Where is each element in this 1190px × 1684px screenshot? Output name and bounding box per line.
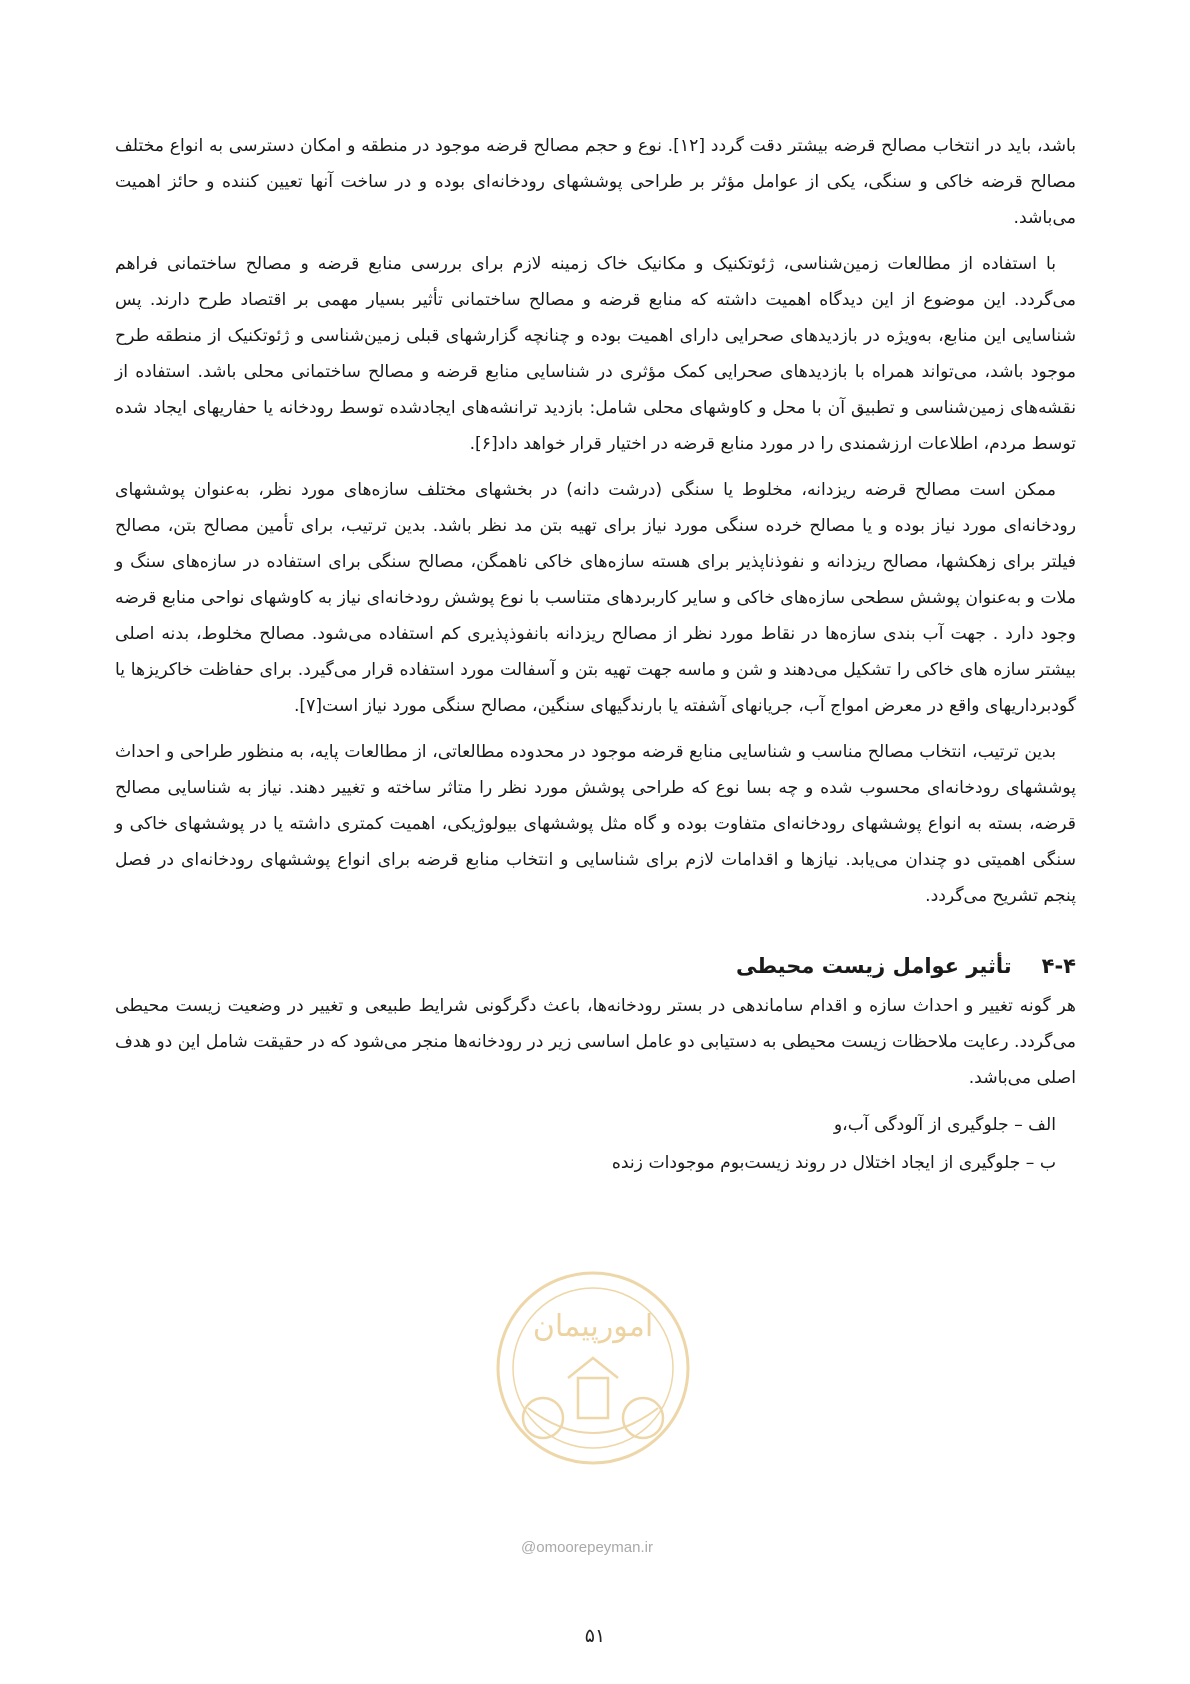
watermark-logo-text: امورپیمان xyxy=(532,1309,654,1344)
paragraph-1: باشد، باید در انتخاب مصالح قرضه بیشتر دقت گردد [۱۲]. نوع و حجم مصالح قرضه موجود در منطقه و امکان دسترسی به انواع مختلف مصالح قرضه خاکی و سنگی، یکی از عوامل مؤثر بر طراحی پوششهای رودخانه‌ای بوده و در ساخت آنها تعیین کننده و حائز اهمیت می‌باشد. xyxy=(115,136,1076,228)
section-heading xyxy=(115,948,1076,984)
watermark-url: @omoorepeyman.ir xyxy=(521,1539,653,1556)
list-item: ب – جلوگیری از ایجاد اختلال در روند زیست‌بوم موجودات زنده xyxy=(611,1153,1056,1173)
paragraph-3: ممکن است مصالح قرضه ریزدانه، مخلوط یا سنگی (درشت دانه) در بخشهای مختلف سازه‌های مورد نظر، به‌عنوان پوششهای رودخانه‌ای مورد نیاز بوده و یا مصالح خرده سنگی مورد نیاز برای تهیه بتن مد نظر باشد. بدین ترتیب، برای تأمین مصالح بتن، مصالح فیلتر برای زهکشها، مصالح ریزدانه و نفوذناپذیر برای هسته سازه‌های خاکی ناهمگن، مصالح سنگی برای استفاده در سازه‌های سنگ و ملات و به‌عنوان پوشش سطحی سازه‌های خاکی و سایر کاربردهای متناسب با نوع پوشش رودخانه‌ای نیاز به کاوشهای نواحی منابع قرضه وجود دارد . جهت آب بندی سازه‌ها در نقاط مورد نظر از مصالح ریزدانه بانفوذپذیری کم استفاده می‌شود. مصالح مخلوط، بدنه اصلی بیشتر سازه های خاکی را تشکیل می‌دهند و شن و ماسه جهت تهیه بتن و آسفالت مورد استفاده قرار می‌گیرد. برای حفاظت خاکریزها یا گودبرداریهای واقع در معرض امواج آب، جریانهای آشفته یا بارندگیهای سنگین، مصالح سنگی مورد نیاز است[۷]. xyxy=(115,480,1076,716)
section-number: ۴-۴ xyxy=(1041,954,1076,978)
goal-list xyxy=(115,1106,1076,1182)
paragraph-4: بدین ترتیب، انتخاب مصالح مناسب و شناسایی منابع قرضه موجود در محدوده مطالعاتی، از مطالعات پایه، به منظور طراحی و احداث پوششهای رودخانه‌ای محسوب شده و چه بسا نوع که طراحی پوشش مورد نظر را متاثر ساخته و تغییر دهند. نیاز به شناسایی مصالح قرضه، بسته به انواع پوششهای رودخانه‌ای متفاوت بوده و گاه مثل پوششهای بیولوژیکی، اهمیت کمتری داشته یا در پوششهای خاکی و سنگی اهمیتی دو چندان می‌یابد. نیازها و اقدامات لازم برای شناسایی و انتخاب منابع قرضه برای انواع پوششهای رودخانه‌ای در فصل پنجم تشریح می‌گردد. xyxy=(115,742,1076,906)
paragraph-2: با استفاده از مطالعات زمین‌شناسی، ژئوتکنیک و مکانیک خاک زمینه لازم برای بررسی منابع قرضه و مصالح ساختمانی فراهم می‌گردد. این موضوع از این دیدگاه اهمیت داشته که منابع قرضه و مصالح ساختمانی تأثیر بسیار مهمی بر اقتصاد طرح دارند. پس شناسایی این منابع، به‌ویژه در بازدیدهای صحرایی دارای اهمیت بوده و چنانچه گزارشهای قبلی زمین‌شناسی و ژئوتکنیک از منطقه طرح موجود باشد، می‌تواند همراه با بازدیدهای صحرایی کمک مؤثری در شناسایی منابع قرضه و مصالح ساختمانی محلی باشد. استفاده از نقشه‌های زمین‌شناسی و تطبیق آن با محل و کاوشهای محلی شامل: بازدید ترانشه‌های ایجادشده توسط رودخانه یا حفاریهای ایجاد شده توسط مردم، اطلاعات ارزشمندی را در مورد منابع قرضه در اختیار قرار خواهد داد[۶]. xyxy=(115,254,1076,454)
list-item: الف – جلوگیری از آلودگی آب،و xyxy=(833,1115,1056,1135)
watermark-logo-icon xyxy=(488,1258,698,1478)
page-body xyxy=(115,128,1076,1182)
page-number: ۵۱ xyxy=(584,1625,606,1647)
section-title: تأثیر عوامل زیست محیطی xyxy=(735,954,1012,978)
section-intro: هر گونه تغییر و احداث سازه و اقدام ساماندهی در بستر رودخانه‌ها، باعث دگرگونی شرایط طبیعی و تغییر در وضعیت زیست محیطی می‌گردد. رعایت ملاحظات زیست محیطی به دستیابی دو عامل اساسی زیر در رودخانه‌ها منجر می‌شود که در حقیقت شامل این دو هدف اصلی می‌باشد. xyxy=(115,996,1076,1088)
